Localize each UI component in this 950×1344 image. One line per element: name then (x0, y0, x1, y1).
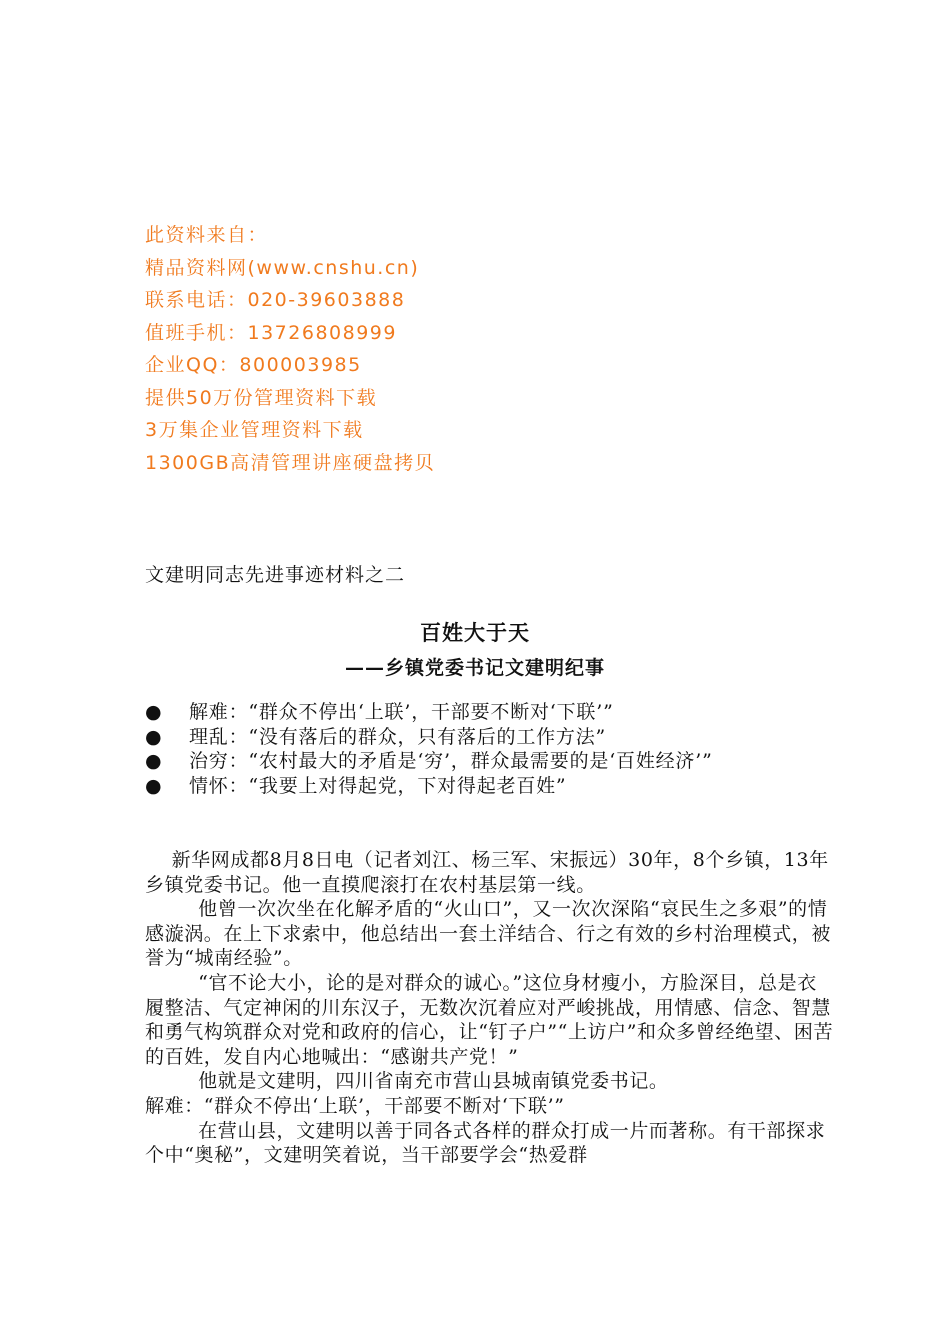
paragraph: 他曾一次次坐在化解矛盾的“火山口”，又一次次深陷“哀民生之多艰”的情感漩涡。在上下求索中，他总结出一套土洋结合、行之有效的乡村治理模式，被誉为“城南经验”。 (145, 898, 832, 970)
paragraph: 他就是文建明，四川省南充市营山县城南镇党委书记。 (145, 1070, 669, 1093)
paragraph: 新华网成都8月8日电（记者刘江、杨三军、宋振远）30年，8个乡镇，13年乡镇党委书记。他一直摸爬滚打在农村基层第一线。 (145, 849, 829, 896)
source-line: 此资料来自： (145, 224, 269, 246)
source-line: 1300GB高清管理讲座硬盘拷贝 (145, 451, 436, 474)
source-line: 3万集企业管理资料下载 (145, 419, 364, 441)
source-info-block (145, 219, 435, 479)
bullet-dot-icon: ● (145, 701, 163, 723)
document-title: 百姓大于天 (420, 620, 530, 645)
bullet-item (145, 725, 825, 750)
bullet-dot-icon: ● (145, 774, 163, 797)
bullet-list (145, 700, 825, 798)
paragraph: “官不论大小，论的是对群众的诚心。”这位身材瘦小，方脸深目，总是衣履整洁、气定神闲的川东汉子，无数次沉着应对严峻挑战，用情感、信念、智慧和勇气构筑群众对党和政府的信心，让“钉子户”“上访户”和众多曾经绝望、困苦的百姓，发自内心地喊出：“感谢共产党！” (145, 971, 834, 1068)
bullet-item (145, 700, 825, 725)
bullet-dot-icon: ● (145, 725, 163, 748)
bullet-item (145, 749, 825, 774)
bullet-text: 治穷：“农村最大的矛盾是‘穷’，群众最需要的是‘百姓经济’” (189, 750, 713, 772)
source-line: 企业QQ：800003985 (145, 354, 362, 376)
bullet-text: 情怀：“我要上对得起党，下对得起老百姓” (189, 774, 567, 797)
source-line: 值班手机：13726808999 (145, 321, 397, 344)
source-line: 提供50万份管理资料下载 (145, 386, 378, 409)
paragraph: 在营山县，文建明以善于同各式各样的群众打成一片而著称。有干部探求个中“奥秘”，文建明笑着说，当干部要学会“热爱群 (145, 1119, 826, 1167)
series-title: 文建明同志先进事迹材料之二 (145, 564, 406, 586)
bullet-dot-icon: ● (145, 750, 163, 772)
article-body (145, 848, 835, 1168)
document-subtitle: ——乡镇党委书记文建明纪事 (344, 657, 605, 679)
section-heading: 解难：“群众不停出‘上联’，干部要不断对‘下联’” (145, 1094, 565, 1117)
bullet-text: 理乱：“没有落后的群众，只有落后的工作方法” (189, 725, 607, 748)
bullet-text: 解难：“群众不停出‘上联’，干部要不断对‘下联’” (189, 701, 614, 723)
source-line: 联系电话：020-39603888 (145, 289, 406, 311)
bullet-item (145, 774, 825, 799)
source-line: 精品资料网(www.cnshu.cn) (145, 256, 420, 279)
